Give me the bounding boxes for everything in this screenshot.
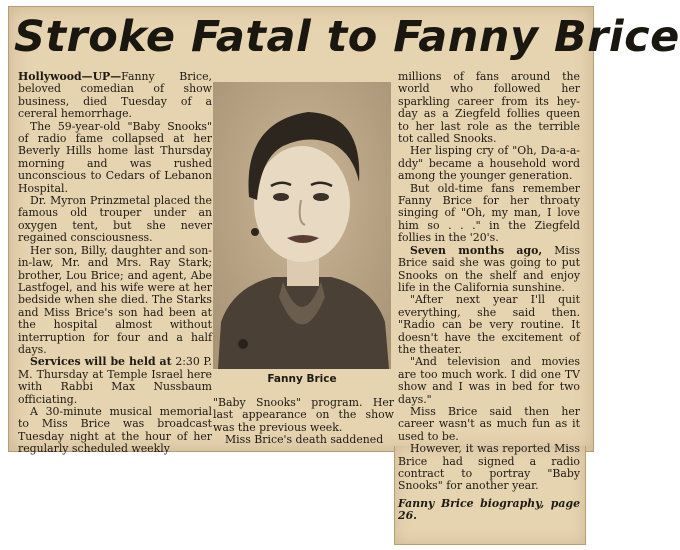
paragraph-2: Her lisping cry of "Oh, Da-a-a-ddy" became a household word among the younger generation. <box>398 144 580 183</box>
left-column <box>18 71 212 456</box>
paragraph-7: Miss Brice said then her career wasn't as much fun as it used to be. <box>398 404 580 443</box>
paragraph-6: "And television and movies are too much work. I did one TV show and I was in bed for two days." <box>398 355 580 406</box>
portrait-illustration <box>213 82 391 369</box>
photo-caption: Fanny Brice <box>267 373 337 385</box>
paragraph-3: But old-time fans remember Fanny Brice for her throaty singing of "Oh, my man, I love him so . . ." in the Ziegfeld follies in the '20's. <box>398 181 580 245</box>
paragraph-4: Her son, Billy, daughter and son-in-law, Mr. and Mrs. Ray Stark; brother, Lou Brice; and agent, Abe Lastfogel, and his wife were at her bedside when she died. The Starks and Miss Brice's son had been at the hospital almost without interruption for four and a half days. <box>18 243 212 356</box>
portrait-photo <box>213 82 391 369</box>
paragraph-4: Seven months ago, Miss Brice said she was going to put Snooks on the shelf and enjoy life in the California sunshine. <box>398 243 580 294</box>
paragraph-1: millions of fans around the world who followed her sparkling career from its hey-day as a Ziegfeld follies queen to her last role as the terrible tot called Snooks. <box>398 70 580 146</box>
middle-column <box>213 397 394 447</box>
right-column <box>398 71 580 523</box>
paragraph-8: However, it was reported Miss Brice had signed a radio contract to portray "Baby Snooks" for another year. <box>398 442 580 493</box>
paragraph-1: Hollywood—UP—Fanny Brice, beloved comedian of show business, died Tuesday of a cereral hemorrhage. <box>18 70 212 121</box>
biography-reference: Fanny Brice biography, page 26. <box>398 496 580 523</box>
paragraph-1: "Baby Snooks" program. Her last appearance on the show was the previous week. <box>213 396 394 434</box>
paragraph-5: "After next year I'll quit everything, she said then. "Radio can be very routine. It doesn't have the excitement of the theater. <box>398 293 580 356</box>
paragraph-6: A 30-minute musical memorial to Miss Brice was broadcast Tuesday night at the hour of her regularly scheduled weekly <box>18 404 212 456</box>
headline: Stroke Fatal to Fanny Brice <box>14 12 680 62</box>
paragraph-2: Miss Brice's death saddened <box>225 433 384 447</box>
paragraph-2: The 59-year-old "Baby Snooks" of radio fame collapsed at her Beverly Hills home last Thursday morning and was rushed unconscious to Cedars of Lebanon Hospital. <box>18 119 212 195</box>
seven-months-lead: Seven months ago, <box>410 243 543 257</box>
services-lead: Services will be held at <box>30 355 172 369</box>
dateline: Hollywood—UP— <box>18 70 122 83</box>
paragraph-3: Dr. Myron Prinzmetal placed the famous old trouper under an oxygen tent, but she never regained consciousness. <box>18 194 212 245</box>
paragraph-5: Services will be held at 2:30 P. M. Thursday at Temple Israel here with Rabbi Max Nussbaum officiating. <box>18 355 213 406</box>
